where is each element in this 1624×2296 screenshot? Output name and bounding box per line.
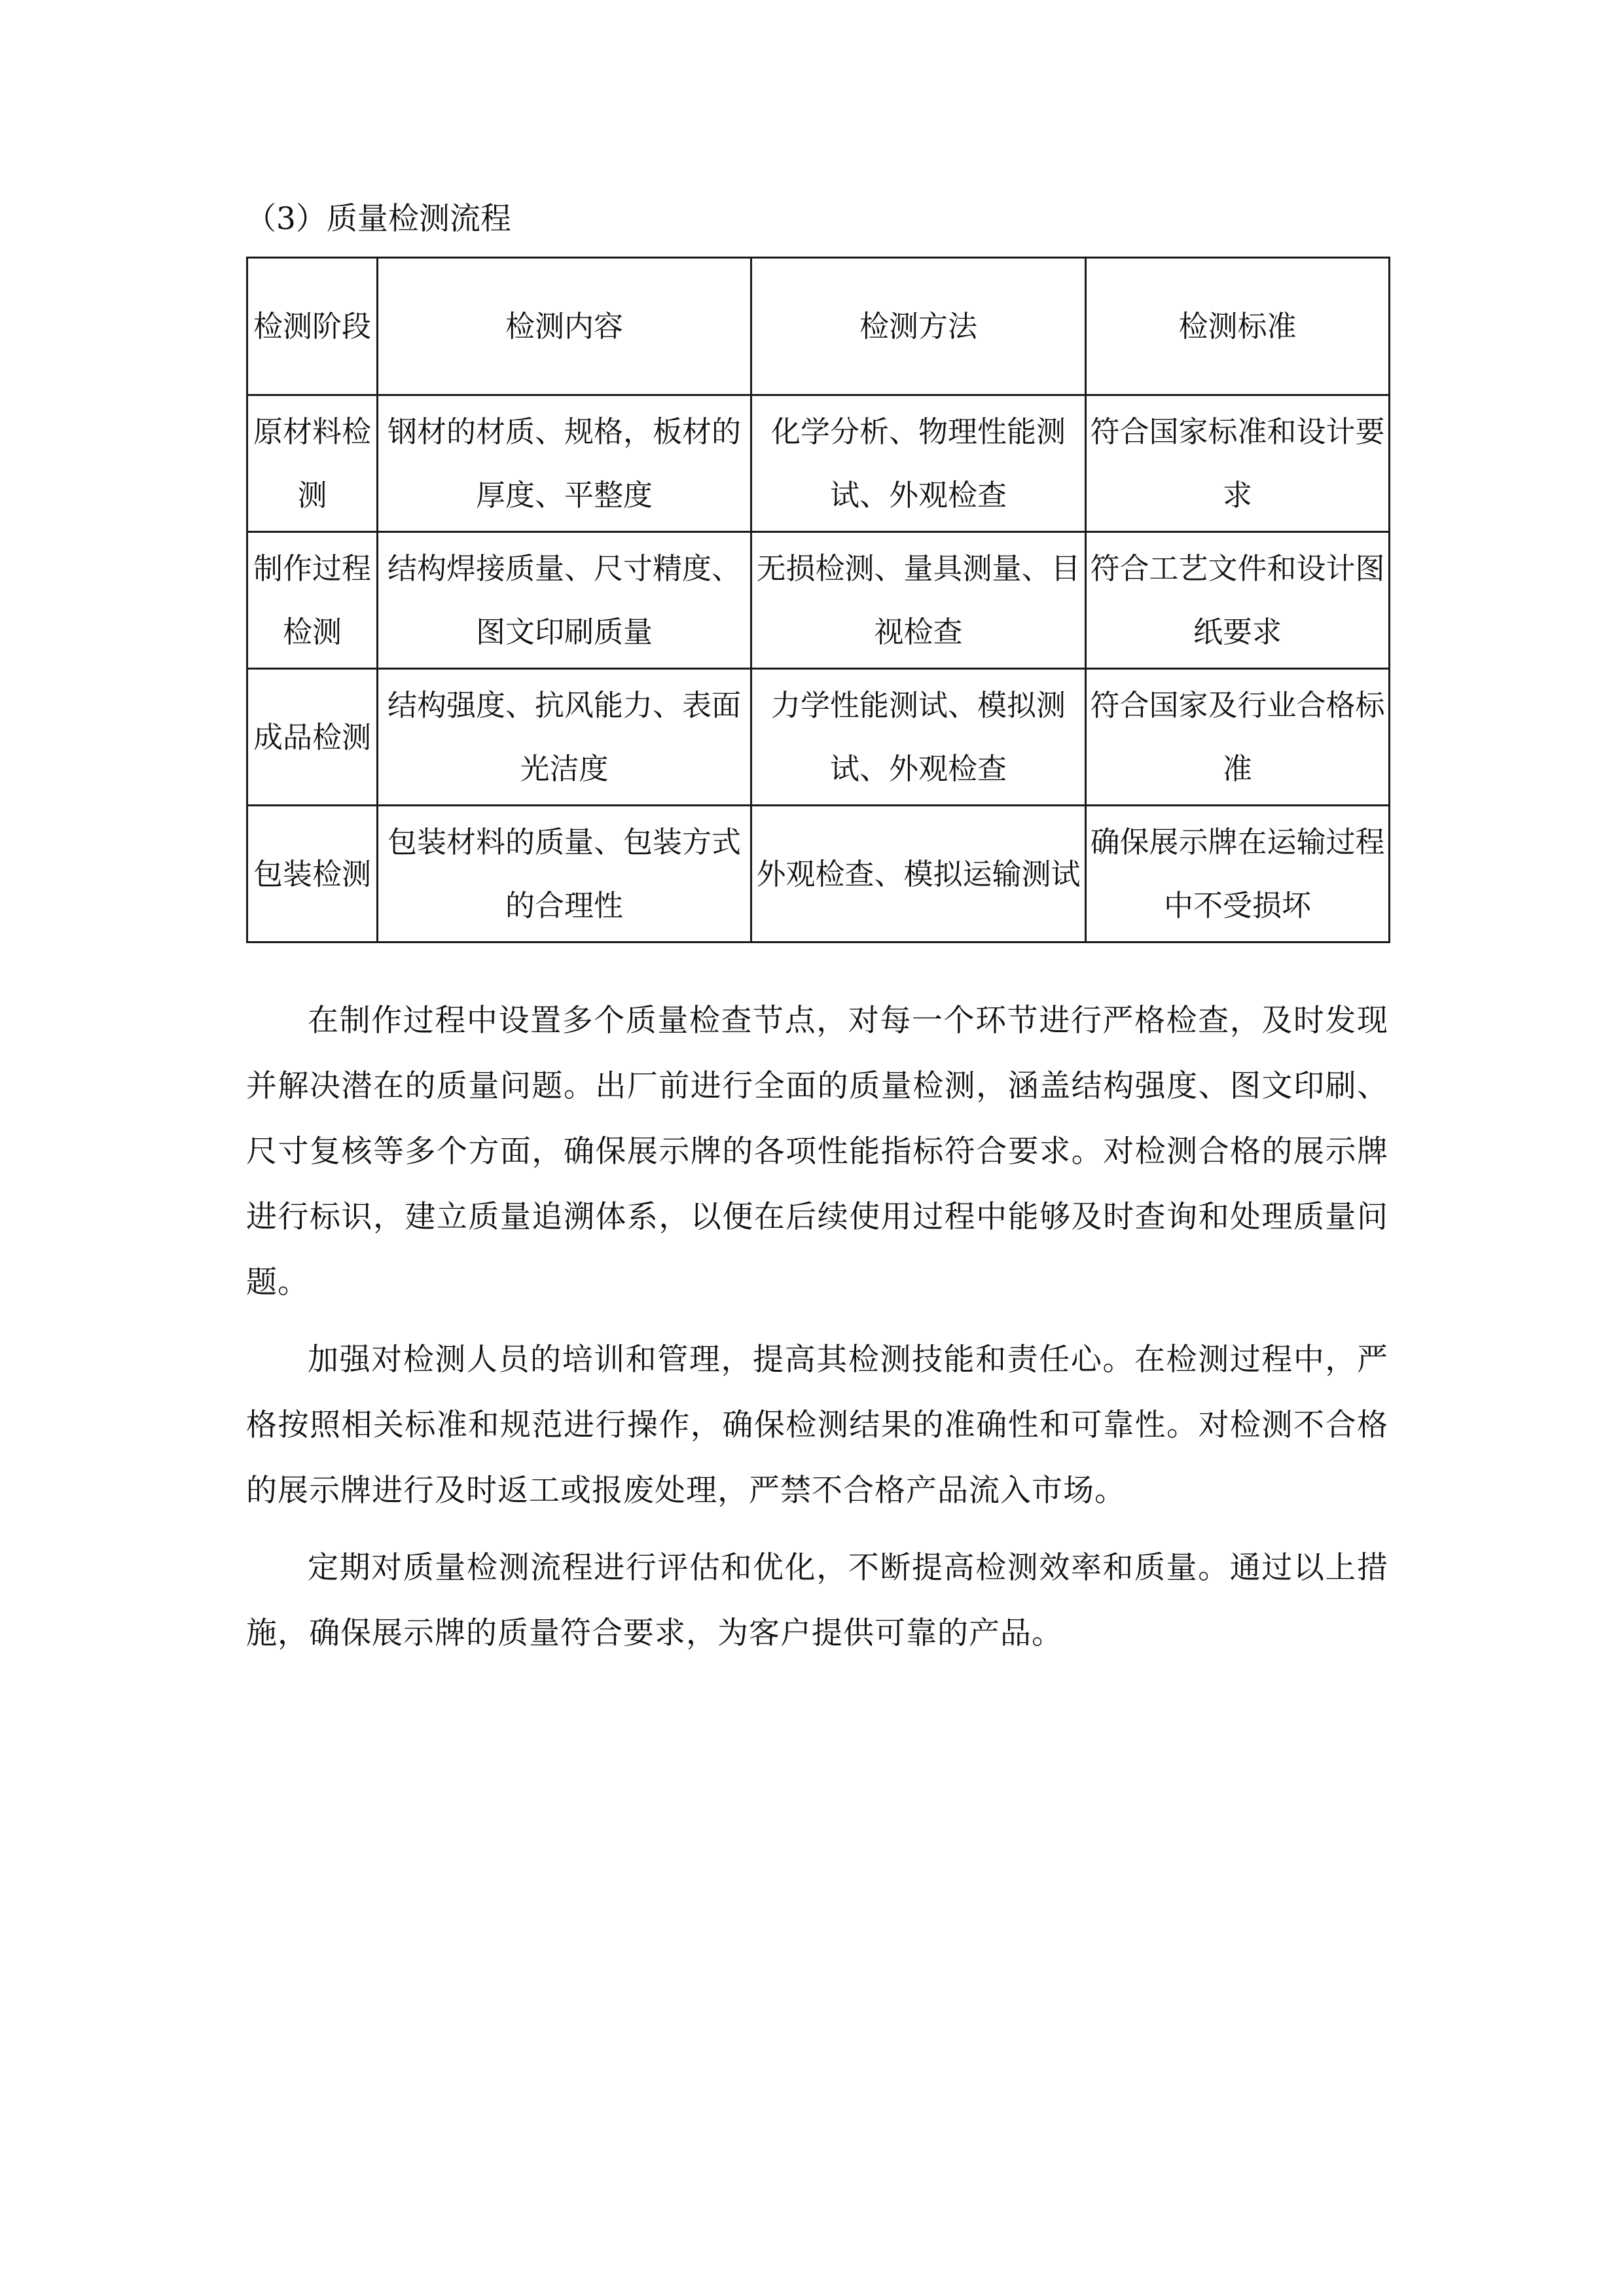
cell-method: 无损检测、量具测量、目视检查 <box>751 532 1086 669</box>
quality-inspection-table <box>246 257 1390 943</box>
cell-stage: 原材料检测 <box>247 395 378 532</box>
table-row <box>247 806 1390 942</box>
cell-content: 结构强度、抗风能力、表面光洁度 <box>378 669 751 806</box>
cell-method: 力学性能测试、模拟测试、外观检查 <box>751 669 1086 806</box>
cell-content: 结构焊接质量、尺寸精度、图文印刷质量 <box>378 532 751 669</box>
paragraph: 加强对检测人员的培训和管理，提高其检测技能和责任心。在检测过程中，严格按照相关标准和规范进行操作，确保检测结果的准确性和可靠性。对检测不合格的展示牌进行及时返工或报废处理，严禁不合格产品流入市场。 <box>246 1342 1388 1509</box>
header-cell-standard: 检测标准 <box>1086 258 1390 395</box>
table-row <box>247 532 1390 669</box>
body-text <box>246 988 1388 1678</box>
table-row <box>247 395 1390 532</box>
cell-content: 钢材的材质、规格，板材的厚度、平整度 <box>378 395 751 532</box>
cell-content: 包装材料的质量、包装方式的合理性 <box>378 806 751 942</box>
cell-stage: 制作过程检测 <box>247 532 378 669</box>
paragraph: 定期对质量检测流程进行评估和优化，不断提高检测效率和质量。通过以上措施，确保展示牌的质量符合要求，为客户提供可靠的产品。 <box>246 1550 1388 1651</box>
header-cell-stage: 检测阶段 <box>247 258 378 395</box>
header-cell-method: 检测方法 <box>751 258 1086 395</box>
header-cell-content: 检测内容 <box>378 258 751 395</box>
cell-standard: 符合国家及行业合格标准 <box>1086 669 1390 806</box>
cell-method: 化学分析、物理性能测试、外观检查 <box>751 395 1086 532</box>
cell-standard: 确保展示牌在运输过程中不受损坏 <box>1086 806 1390 942</box>
table-row <box>247 669 1390 806</box>
cell-standard: 符合国家标准和设计要求 <box>1086 395 1390 532</box>
cell-stage: 成品检测 <box>247 669 378 806</box>
table-header-row <box>247 258 1390 395</box>
cell-method: 外观检查、模拟运输测试 <box>751 806 1086 942</box>
section-title: （3）质量检测流程 <box>245 201 511 237</box>
cell-stage: 包装检测 <box>247 806 378 942</box>
cell-standard: 符合工艺文件和设计图纸要求 <box>1086 532 1390 669</box>
paragraph: 在制作过程中设置多个质量检查节点，对每一个环节进行严格检查，及时发现并解决潜在的质量问题。出厂前进行全面的质量检测，涵盖结构强度、图文印刷、尺寸复核等多个方面，确保展示牌的各项性能指标符合要求。对检测合格的展示牌进行标识，建立质量追溯体系，以便在后续使用过程中能够及时查询和处理质量问题。 <box>246 1003 1388 1300</box>
